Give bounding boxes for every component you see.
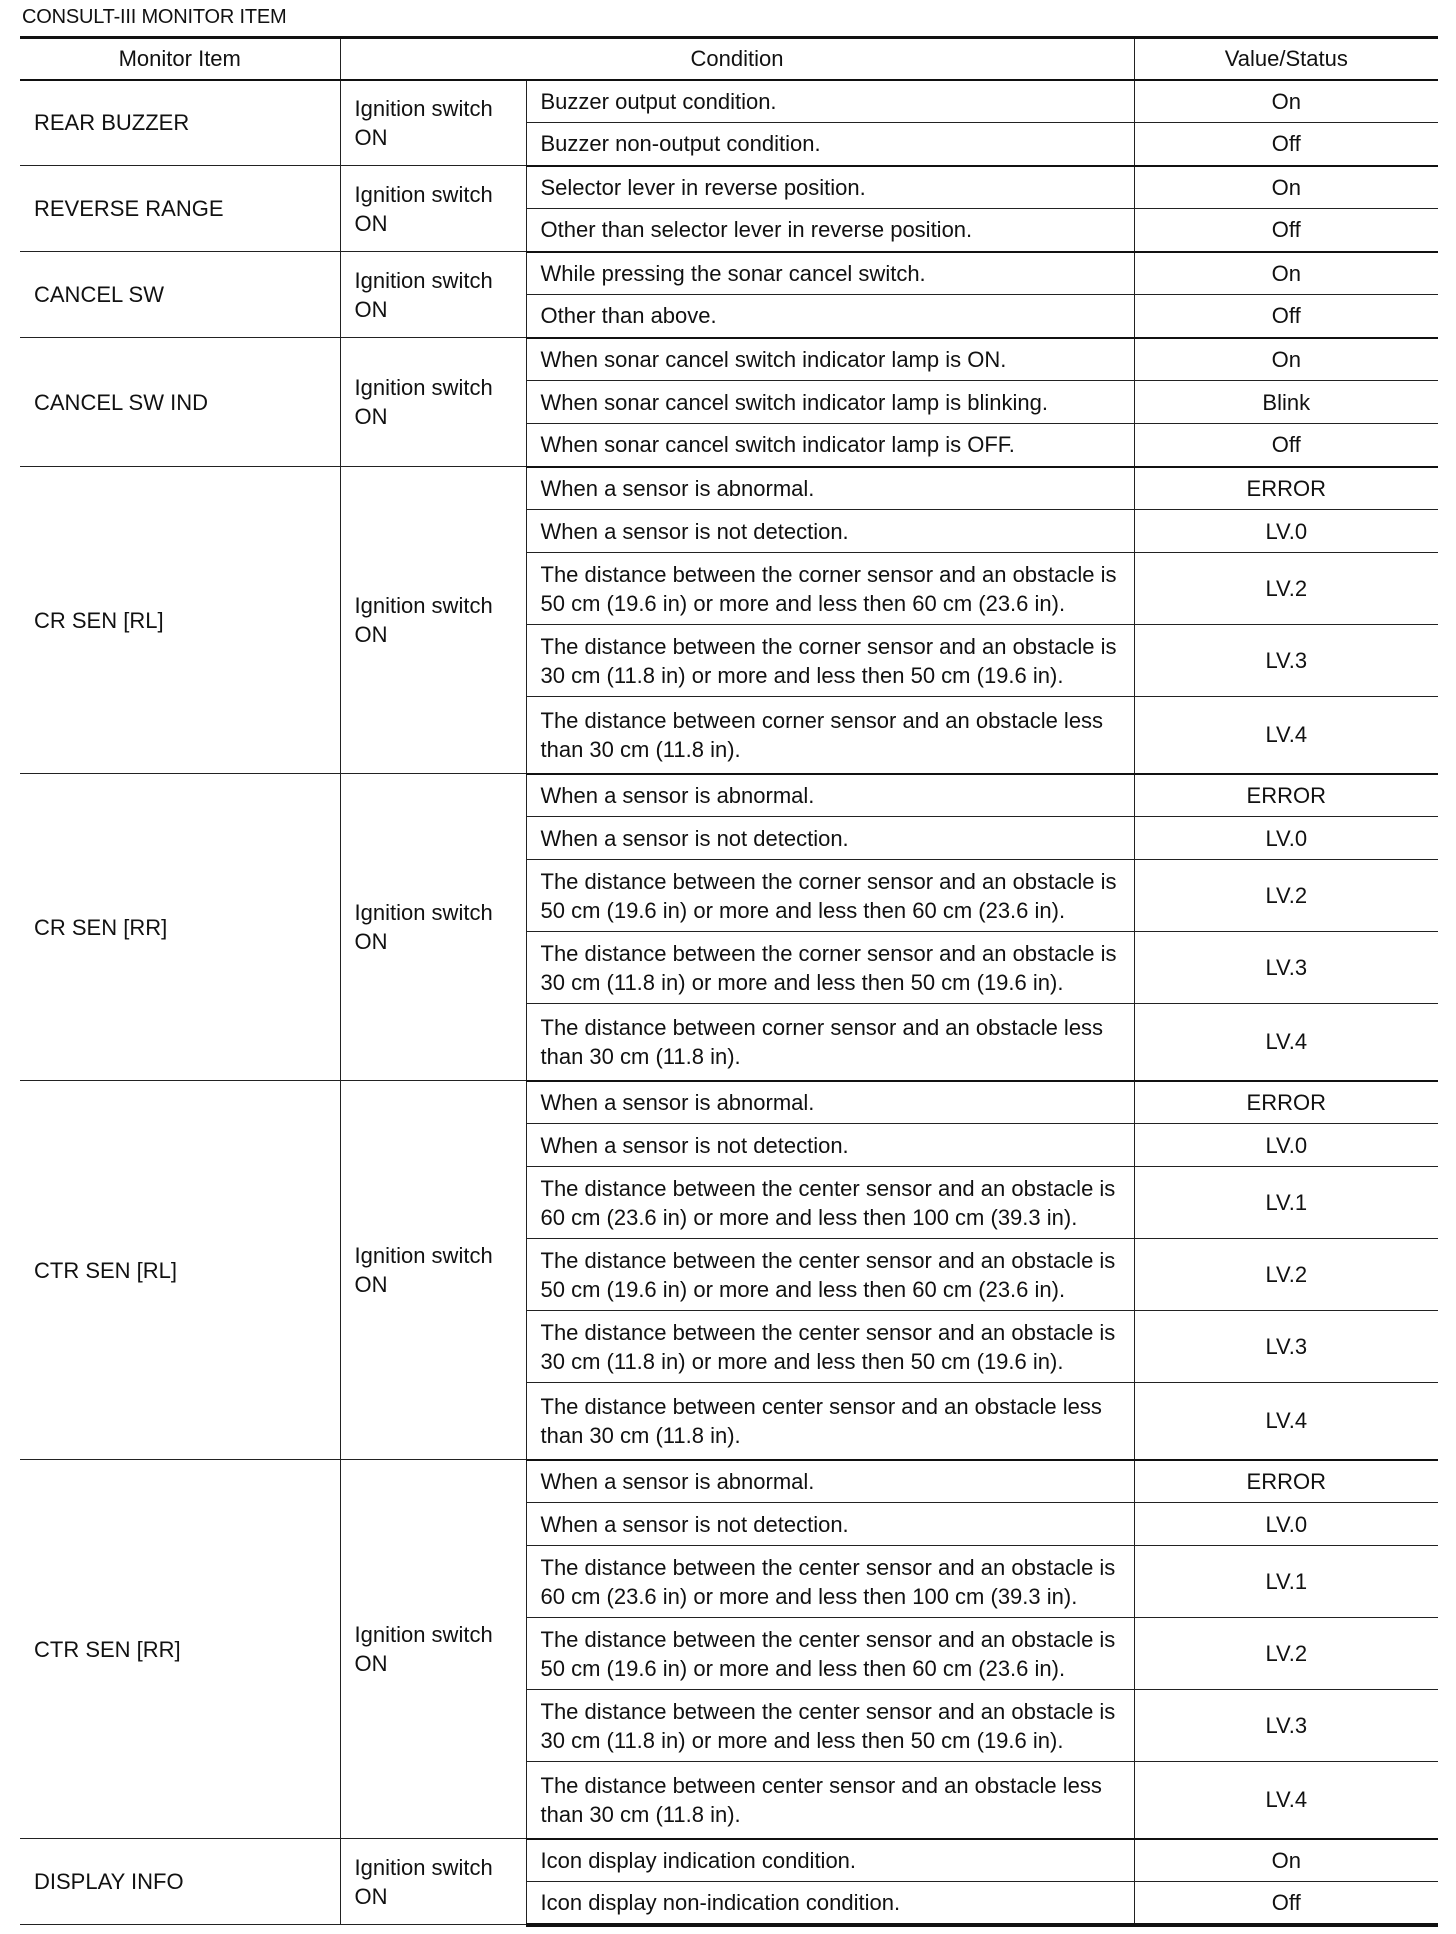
condition-description: The distance between the center sensor and an obstacle is 60 cm (23.6 in) or more and less then 100 cm (39.3 in). bbox=[526, 1546, 1134, 1618]
monitor-item-table bbox=[20, 36, 1438, 1927]
value-status: ERROR bbox=[1134, 774, 1438, 817]
header-row bbox=[20, 38, 1438, 80]
ignition-condition: Ignition switch ON bbox=[340, 166, 526, 252]
condition-description: The distance between the corner sensor and an obstacle is 30 cm (11.8 in) or more and less then 50 cm (19.6 in). bbox=[526, 625, 1134, 697]
header-condition: Condition bbox=[340, 38, 1134, 80]
ignition-condition: Ignition switch ON bbox=[340, 774, 526, 1081]
header-value-status: Value/Status bbox=[1134, 38, 1438, 80]
value-status: ERROR bbox=[1134, 1460, 1438, 1503]
condition-description: The distance between the corner sensor and an obstacle is 50 cm (19.6 in) or more and less then 60 cm (23.6 in). bbox=[526, 860, 1134, 932]
ignition-condition: Ignition switch ON bbox=[340, 1081, 526, 1460]
monitor-item-name: DISPLAY INFO bbox=[20, 1839, 340, 1925]
ignition-condition: Ignition switch ON bbox=[340, 1460, 526, 1839]
ignition-condition: Ignition switch ON bbox=[340, 252, 526, 338]
monitor-item-name: REVERSE RANGE bbox=[20, 166, 340, 252]
value-status: Off bbox=[1134, 424, 1438, 467]
value-status: LV.2 bbox=[1134, 553, 1438, 625]
condition-description: The distance between the center sensor and an obstacle is 50 cm (19.6 in) or more and less then 60 cm (23.6 in). bbox=[526, 1239, 1134, 1311]
value-status: LV.2 bbox=[1134, 860, 1438, 932]
table-body bbox=[20, 80, 1438, 1925]
value-status: Off bbox=[1134, 209, 1438, 252]
value-status: LV.4 bbox=[1134, 1004, 1438, 1081]
condition-description: When a sensor is abnormal. bbox=[526, 774, 1134, 817]
value-status: LV.3 bbox=[1134, 625, 1438, 697]
condition-description: Other than selector lever in reverse position. bbox=[526, 209, 1134, 252]
value-status: LV.4 bbox=[1134, 1383, 1438, 1460]
table-row bbox=[20, 1839, 1438, 1882]
monitor-item-name: CR SEN [RL] bbox=[20, 467, 340, 774]
value-status: LV.3 bbox=[1134, 1690, 1438, 1762]
value-status: Off bbox=[1134, 123, 1438, 166]
condition-description: When a sensor is abnormal. bbox=[526, 1081, 1134, 1124]
table-row bbox=[20, 774, 1438, 817]
table-row bbox=[20, 1460, 1438, 1503]
table-row bbox=[20, 166, 1438, 209]
value-status: LV.4 bbox=[1134, 1762, 1438, 1839]
table-row bbox=[20, 80, 1438, 123]
value-status: On bbox=[1134, 252, 1438, 295]
condition-description: The distance between center sensor and an obstacle less than 30 cm (11.8 in). bbox=[526, 1383, 1134, 1460]
value-status: LV.0 bbox=[1134, 510, 1438, 553]
value-status: On bbox=[1134, 166, 1438, 209]
value-status: On bbox=[1134, 338, 1438, 381]
value-status: LV.3 bbox=[1134, 1311, 1438, 1383]
condition-description: The distance between the corner sensor and an obstacle is 50 cm (19.6 in) or more and less then 60 cm (23.6 in). bbox=[526, 553, 1134, 625]
condition-description: When a sensor is abnormal. bbox=[526, 1460, 1134, 1503]
condition-description: When a sensor is not detection. bbox=[526, 817, 1134, 860]
value-status: Off bbox=[1134, 295, 1438, 338]
condition-description: The distance between the corner sensor and an obstacle is 30 cm (11.8 in) or more and less then 50 cm (19.6 in). bbox=[526, 932, 1134, 1004]
ignition-condition: Ignition switch ON bbox=[340, 1839, 526, 1925]
monitor-item-name: CTR SEN [RL] bbox=[20, 1081, 340, 1460]
monitor-item-name: CR SEN [RR] bbox=[20, 774, 340, 1081]
value-status: LV.2 bbox=[1134, 1618, 1438, 1690]
value-status: On bbox=[1134, 80, 1438, 123]
value-status: LV.3 bbox=[1134, 932, 1438, 1004]
value-status: LV.1 bbox=[1134, 1546, 1438, 1618]
condition-description: Selector lever in reverse position. bbox=[526, 166, 1134, 209]
condition-description: The distance between corner sensor and an obstacle less than 30 cm (11.8 in). bbox=[526, 1004, 1134, 1081]
ignition-condition: Ignition switch ON bbox=[340, 467, 526, 774]
condition-description: When sonar cancel switch indicator lamp is ON. bbox=[526, 338, 1134, 381]
condition-description: When a sensor is not detection. bbox=[526, 1503, 1134, 1546]
table-row bbox=[20, 467, 1438, 510]
value-status: Off bbox=[1134, 1882, 1438, 1925]
condition-description: When sonar cancel switch indicator lamp is OFF. bbox=[526, 424, 1134, 467]
condition-description: The distance between the center sensor and an obstacle is 30 cm (11.8 in) or more and less then 50 cm (19.6 in). bbox=[526, 1690, 1134, 1762]
condition-description: Other than above. bbox=[526, 295, 1134, 338]
condition-description: The distance between center sensor and an obstacle less than 30 cm (11.8 in). bbox=[526, 1762, 1134, 1839]
condition-description: Buzzer output condition. bbox=[526, 80, 1134, 123]
condition-description: The distance between the center sensor and an obstacle is 60 cm (23.6 in) or more and less then 100 cm (39.3 in). bbox=[526, 1167, 1134, 1239]
table-row bbox=[20, 1081, 1438, 1124]
ignition-condition: Ignition switch ON bbox=[340, 80, 526, 166]
value-status: LV.1 bbox=[1134, 1167, 1438, 1239]
value-status: On bbox=[1134, 1839, 1438, 1882]
condition-description: While pressing the sonar cancel switch. bbox=[526, 252, 1134, 295]
monitor-item-name: CANCEL SW bbox=[20, 252, 340, 338]
condition-description: Icon display indication condition. bbox=[526, 1839, 1134, 1882]
monitor-item-name: REAR BUZZER bbox=[20, 80, 340, 166]
value-status: ERROR bbox=[1134, 1081, 1438, 1124]
condition-description: When a sensor is not detection. bbox=[526, 1124, 1134, 1167]
condition-description: When sonar cancel switch indicator lamp is blinking. bbox=[526, 381, 1134, 424]
condition-description: When a sensor is not detection. bbox=[526, 510, 1134, 553]
value-status: ERROR bbox=[1134, 467, 1438, 510]
value-status: LV.2 bbox=[1134, 1239, 1438, 1311]
header-monitor-item: Monitor Item bbox=[20, 38, 340, 80]
condition-description: The distance between the center sensor and an obstacle is 50 cm (19.6 in) or more and less then 60 cm (23.6 in). bbox=[526, 1618, 1134, 1690]
condition-description: Buzzer non-output condition. bbox=[526, 123, 1134, 166]
value-status: LV.4 bbox=[1134, 697, 1438, 774]
table-row bbox=[20, 252, 1438, 295]
ignition-condition: Ignition switch ON bbox=[340, 338, 526, 467]
page-title: CONSULT-III MONITOR ITEM bbox=[22, 6, 287, 28]
monitor-item-name: CTR SEN [RR] bbox=[20, 1460, 340, 1839]
condition-description: The distance between corner sensor and an obstacle less than 30 cm (11.8 in). bbox=[526, 697, 1134, 774]
value-status: Blink bbox=[1134, 381, 1438, 424]
condition-description: Icon display non-indication condition. bbox=[526, 1882, 1134, 1925]
monitor-item-name: CANCEL SW IND bbox=[20, 338, 340, 467]
table-row bbox=[20, 338, 1438, 381]
condition-description: The distance between the center sensor and an obstacle is 30 cm (11.8 in) or more and less then 50 cm (19.6 in). bbox=[526, 1311, 1134, 1383]
value-status: LV.0 bbox=[1134, 1503, 1438, 1546]
value-status: LV.0 bbox=[1134, 817, 1438, 860]
condition-description: When a sensor is abnormal. bbox=[526, 467, 1134, 510]
value-status: LV.0 bbox=[1134, 1124, 1438, 1167]
